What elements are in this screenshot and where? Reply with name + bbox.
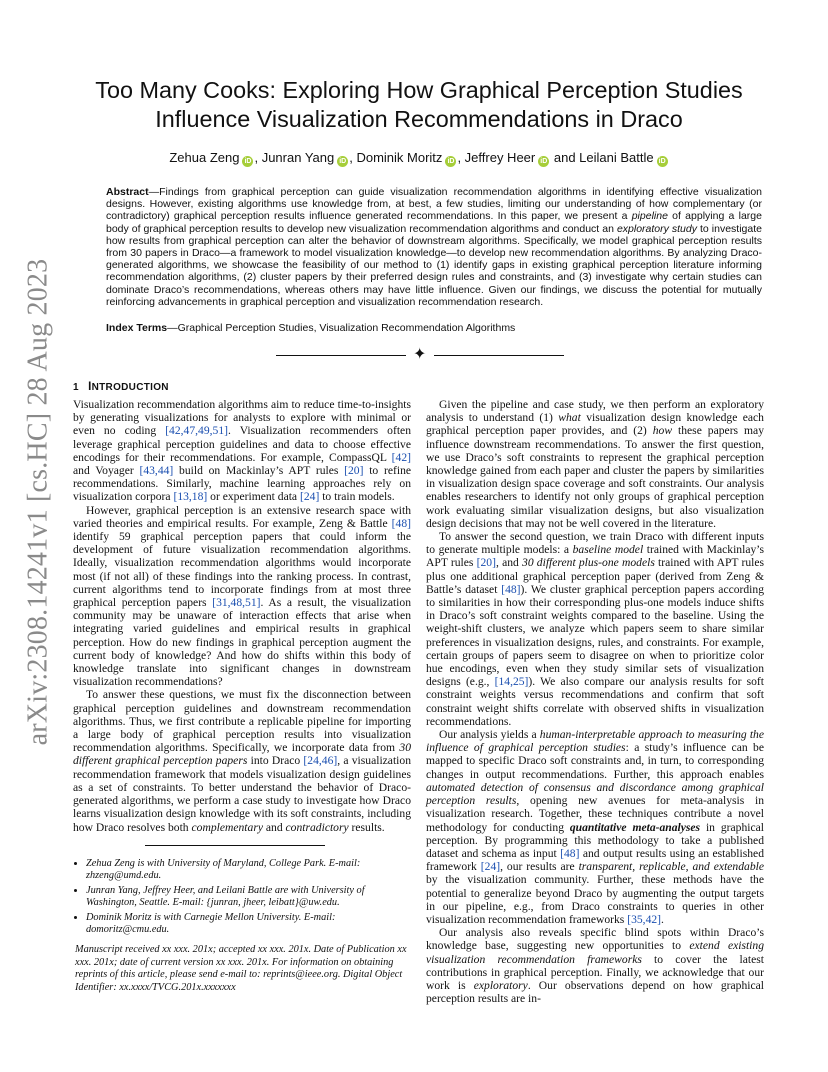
index-terms-label: Index Terms bbox=[106, 322, 168, 334]
paragraph: To answer the second question, we train Draco with different inputs to generate multiple models: a baseline model trained with Mackinlay’s APT rules [20], and 30 different plus-one models trained with APT rules plus one additional graphical perception paper (derived from Zeng & Battle’s dataset [48]). We cluster graphical perception papers according to similarities in how their corresponding plus-one models induce shifts in Draco’s soft constraint weights compared to the baseline. Using the weight-shift clusters, we analyze which papers seem to share similar preferences in visualization designs, rules, and constraints. For example, certain groups of papers seem to disagree on when to prioritize color hue encodings, even when they study similar sets of visualization designs (e.g., [14,25]). We also compare our analysis results for soft constraint weights versus recommendations and confirm that soft constraint weight shifts correlate with observed shifts in visualization recommendations. bbox=[426, 530, 765, 728]
paragraph: Our analysis yields a human-interpretable approach to measuring the influence of graphical perception studies: a study’s influence can be mapped to specific Draco soft constraints and, in turn, to corresponding changes in output recommendations. Further, this approach enables automated detection of consensus and discordance among graphical perception results, opening new avenues for meta-analysis in visualization research. Together, these techniques contribute a novel methodology for conducting quantitative meta-analyses in graphical perception. By programming this methodology to take a published dataset and schema as input [48] and output results using an established framework [24], our results are transparent, replicable, and extendable by the visualization community. Further, these methods have the potential to generalize beyond Draco by augmenting the output targets in our pipeline, e.g., from Draco constraints to queries in other visualization recommendation frameworks [35,42]. bbox=[426, 728, 765, 926]
citation-link[interactable]: [13,18] bbox=[173, 490, 208, 504]
citation-link[interactable]: [42,47,49,51] bbox=[165, 424, 228, 438]
paragraph: Given the pipeline and case study, we then perform an exploratory analysis to understand (1) what visualization design knowledge each graphical perception paper provides, and (2) how these papers may influence downstream recommendations. To answer the first question, we use Draco’s soft constraints to represent the graphical perception knowledge gained from each paper and cluster the papers by similarities in visualization design space coverage and soft constraints. Our analysis enables researchers to identify not only groups of graphical perception work evaluating similar visualization designs, but also visualization design decisions that may not be well covered in the literature. bbox=[426, 398, 764, 530]
citation-link[interactable]: [24,46] bbox=[303, 754, 338, 768]
arxiv-identifier: arXiv:2308.14241v1 [cs.HC] 28 Aug 2023 bbox=[22, 258, 53, 746]
left-column bbox=[73, 398, 411, 834]
citation-link[interactable]: [24] bbox=[480, 860, 501, 874]
citation-link[interactable]: [42] bbox=[391, 450, 411, 464]
citation-link[interactable]: [20] bbox=[344, 464, 364, 478]
footnote-rule bbox=[145, 845, 325, 846]
footnote-affiliation: • Zehua Zeng is with University of Maryland, College Park. E-mail: zhzeng@umd.edu. bbox=[86, 858, 414, 883]
citation-link[interactable]: [48] bbox=[501, 582, 521, 596]
divider-line-left bbox=[276, 355, 406, 356]
paragraph: However, graphical perception is an extensive research space with varied theories and empirical results. For example, Zeng & Battle [48] identify 59 graphical perception papers that could inform the development of future visualization recommendation algorithms. Ideally, visualization recommendation algorithms would incorporate most (if not all) of these findings into the ranking process. In contrast, current algorithms tend to incorporate findings from at most three graphical perception papers [31,48,51]. As a result, the visualization community may be unaware of interaction effects that arise when integrating varied guidelines and empirical results in graphical perception. How do new findings in graphical perception augment the current body of knowledge? And how do shifts within this body of knowledge translate into significant changes in downstream visualization recommendations? bbox=[73, 503, 412, 689]
orcid-icon[interactable]: iD bbox=[339, 158, 347, 165]
right-column bbox=[426, 398, 764, 1005]
section-heading: 1 INTRODUCTION bbox=[73, 381, 169, 393]
section-divider bbox=[276, 348, 564, 364]
paragraph: To answer these questions, we must fix the disconnection between graphical perception guidelines and downstream recommendation algorithms. Thus, we first contribute a replicable pipeline for importing a large body of graphical perception results into visualization recommendation algorithms. Specifically, we incorporate data from 30 different graphical perception papers into Draco [24,46], a visualization recommendation framework that models visualization design guidelines as a set of constraints. To better understand the behavior of Draco-generated algorithms, we perform a case study to investigate how Draco learns visualization design knowledge with its soft constraints, including how Draco resolves both complementary and contradictory results. bbox=[73, 688, 411, 834]
footnotes bbox=[74, 858, 414, 994]
manuscript-note: Manuscript received xx xxx. 201x; accepted xx xxx. 201x. Date of Publication xx xxx. 201x; date of current version xx xxx. 201x. For information on obtaining reprints of this article, please send e-mail to: reprints@ieee.org. Digital Object Identifier: xx.xxxx/TVCG.201x.xxxxxxx bbox=[75, 944, 407, 993]
paper-title bbox=[74, 76, 764, 134]
index-terms: Index Terms—Graphical Perception Studies, Visualization Recommendation Algorithms bbox=[106, 322, 516, 334]
author-name: Leilani Battle bbox=[579, 150, 654, 165]
footnote-affiliation: • Dominik Moritz is with Carnegie Mellon University. E-mail: domoritz@cmu.edu. bbox=[86, 912, 414, 937]
footnote-affiliation: • Junran Yang, Jeffrey Heer, and Leilani Battle are with University of Washington, Seattle. E-mail: {junran, jheer, leibatt}@uw.edu. bbox=[86, 885, 414, 910]
paragraph: Our analysis also reveals specific blind spots within Draco’s knowledge base, suggesting new opportunities to extend existing visualization recommendation frameworks to cover the latest contributions in graphical perception. Finally, we acknowledge that our work is exploratory. Our observations depend on how graphical perception results are in- bbox=[426, 926, 765, 1006]
orcid-icon[interactable]: iD bbox=[244, 158, 252, 165]
citation-link[interactable]: [35,42] bbox=[627, 912, 662, 926]
author-name: Junran Yang bbox=[261, 150, 335, 165]
citation-link[interactable]: [48] bbox=[391, 516, 411, 530]
title-line-1: Too Many Cooks: Exploring How Graphical Perception Studies bbox=[95, 77, 743, 103]
author-name: Dominik Moritz bbox=[356, 150, 443, 165]
divider-star-icon: ✦ bbox=[413, 346, 427, 363]
author-list: Zehua Zeng iD , Junran Yang iD , Dominik Moritz iD , Jeffrey Heer iD and Leilani Battle iD bbox=[169, 150, 666, 165]
abstract: Abstract—Findings from graphical perception can guide visualization recommendation algorithms in identifying effective visualization designs. However, existing algorithms use knowledge from, at best, a few studies, limiting our understanding of how complementary (or contradictory) graphical perception results influence generated recommendations. In this paper, we present a pipeline of applying a large body of graphical perception results to develop new visualization recommendation algorithms and conduct an exploratory study to investigate how results from graphical perception can alter the behavior of downstream algorithms. Specifically, we model graphical perception results from 30 papers in Draco—a framework to model visualization knowledge—to develop new recommendation algorithms. By analyzing Draco-generated algorithms, we showcase the feasibility of our method to (1) identify gaps in existing graphical perception literature informing recommendation algorithms, (2) cluster papers by their preferred design rules and constraints, and (3) investigate why certain studies can dominate Draco’s recommendations, whereas others may have little influence. Given our findings, we discuss the potential for mutually reinforcing advancements in graphical perception and visualization recommendation research. bbox=[106, 186, 762, 308]
title-line-2: Influence Visualization Recommendations in Draco bbox=[155, 106, 683, 132]
paragraph: Visualization recommendation algorithms aim to reduce time-to-insights by generating visualizations for analysts to explore with minimal or even no coding [42,47,49,51]. Visualization recommenders often leverage graphical perception guidelines and data to choose effective encodings for their recommendations. For example, CompassQL [42] and Voyager [43,44] build on Mackinlay’s APT rules [20] to refine recommendations. Similarly, machine learning approaches rely on visualization corpora [13,18] or experiment data [24] to train models. bbox=[73, 398, 412, 504]
citation-link[interactable]: [31,48,51] bbox=[212, 596, 261, 610]
author-name: Jeffrey Heer bbox=[464, 150, 536, 165]
citation-link[interactable]: [43,44] bbox=[139, 464, 174, 478]
divider-line-right bbox=[434, 355, 564, 356]
citation-link[interactable]: [14,25] bbox=[494, 675, 529, 689]
citation-link[interactable]: [48] bbox=[560, 846, 580, 860]
orcid-icon[interactable]: iD bbox=[447, 158, 455, 165]
abstract-label: Abstract bbox=[106, 186, 149, 198]
citation-link[interactable]: [24] bbox=[299, 490, 320, 504]
orcid-icon[interactable]: iD bbox=[658, 158, 666, 165]
citation-link[interactable]: [20] bbox=[476, 556, 496, 570]
orcid-icon[interactable]: iD bbox=[540, 158, 548, 165]
arxiv-sidebar bbox=[20, 258, 56, 746]
author-name: Zehua Zeng bbox=[169, 150, 240, 165]
